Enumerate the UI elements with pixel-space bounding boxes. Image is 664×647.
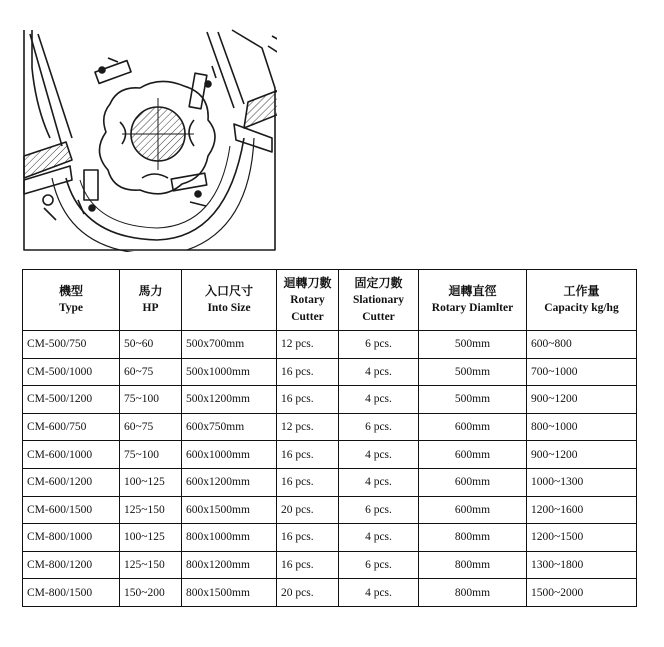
- cell-stationary: [339, 468, 419, 496]
- cell-rotary: [277, 386, 339, 414]
- column-header: [277, 270, 339, 331]
- cell-rotary: [277, 579, 339, 607]
- crusher-cross-section-drawing: [22, 28, 277, 252]
- cell-capacity: [527, 386, 637, 414]
- cell-rotary-value: 16 pcs.: [281, 448, 314, 461]
- cell-stationary: [339, 413, 419, 441]
- cell-diameter-value: 600mm: [454, 476, 491, 489]
- cell-rotary-value: 16 pcs.: [281, 393, 314, 406]
- cell-diameter-value: 500mm: [454, 365, 491, 378]
- table-header: [23, 270, 637, 331]
- cell-capacity: [527, 579, 637, 607]
- cell-size: [182, 386, 277, 414]
- cell-rotary: [277, 496, 339, 524]
- cell-diameter-value: 800mm: [454, 559, 491, 572]
- table-row: [23, 524, 637, 552]
- cell-hp-value: 75~100: [124, 448, 159, 461]
- table-row: [23, 331, 637, 359]
- cell-stationary: [339, 358, 419, 386]
- cell-size-value: 800x1200mm: [186, 559, 250, 572]
- cell-size-value: 800x1000mm: [186, 531, 250, 544]
- cell-capacity-value: 1000~1300: [531, 476, 584, 489]
- cell-capacity: [527, 551, 637, 579]
- cell-rotary: [277, 468, 339, 496]
- cell-stationary-value: 4 pcs.: [365, 531, 392, 544]
- cell-hp: [120, 331, 182, 359]
- cell-stationary: [339, 524, 419, 552]
- cell-hp-value: 100~125: [124, 531, 165, 544]
- column-header: [120, 270, 182, 331]
- cell-type: [23, 551, 120, 579]
- cell-hp: [120, 551, 182, 579]
- cell-diameter: [419, 496, 527, 524]
- cell-stationary-value: 6 pcs.: [365, 503, 392, 516]
- cell-stationary-value: 4 pcs.: [365, 476, 392, 489]
- cell-type-value: CM-800/1200: [27, 559, 93, 572]
- cell-rotary-value: 16 pcs.: [281, 476, 314, 489]
- cell-diameter: [419, 386, 527, 414]
- column-header-en: Cutter: [291, 310, 324, 323]
- cell-stationary-value: 4 pcs.: [365, 586, 392, 599]
- cell-capacity: [527, 524, 637, 552]
- cell-diameter: [419, 524, 527, 552]
- cell-capacity-value: 1300~1800: [531, 559, 584, 572]
- cell-hp: [120, 524, 182, 552]
- cell-rotary: [277, 441, 339, 469]
- cell-hp-value: 150~200: [124, 586, 165, 599]
- column-header-en: HP: [142, 302, 159, 314]
- cell-rotary-value: 20 pcs.: [281, 586, 314, 599]
- cell-hp: [120, 386, 182, 414]
- cell-size-value: 500x1000mm: [186, 365, 250, 378]
- cell-size: [182, 441, 277, 469]
- cell-capacity: [527, 413, 637, 441]
- column-header-en: Capacity kg/hg: [544, 302, 619, 314]
- cell-diameter-value: 600mm: [454, 503, 491, 516]
- cell-rotary: [277, 524, 339, 552]
- cell-size-value: 600x1200mm: [186, 476, 250, 489]
- cell-hp: [120, 358, 182, 386]
- cell-type: [23, 496, 120, 524]
- cell-type: [23, 413, 120, 441]
- cell-type-value: CM-500/1200: [27, 393, 93, 406]
- cell-hp: [120, 441, 182, 469]
- cell-hp-value: 100~125: [124, 476, 165, 489]
- cell-hp: [120, 496, 182, 524]
- cell-stationary-value: 6 pcs.: [365, 421, 392, 434]
- cell-stationary: [339, 496, 419, 524]
- cell-stationary-value: 4 pcs.: [365, 365, 392, 378]
- cell-hp-value: 125~150: [124, 503, 165, 516]
- cell-size-value: 500x1200mm: [186, 393, 250, 406]
- table-row: [23, 441, 637, 469]
- cell-size: [182, 331, 277, 359]
- cell-diameter: [419, 441, 527, 469]
- cell-diameter: [419, 413, 527, 441]
- cell-type-value: CM-600/1200: [27, 476, 93, 489]
- cell-rotary: [277, 331, 339, 359]
- cell-hp: [120, 413, 182, 441]
- column-header-en: Into Size: [207, 302, 251, 314]
- cell-capacity: [527, 358, 637, 386]
- table-row: [23, 358, 637, 386]
- cell-capacity-value: 1500~2000: [531, 586, 584, 599]
- cell-capacity: [527, 331, 637, 359]
- cell-capacity: [527, 441, 637, 469]
- cell-rotary: [277, 551, 339, 579]
- cell-rotary-value: 16 pcs.: [281, 365, 314, 378]
- cell-hp: [120, 579, 182, 607]
- cell-type: [23, 468, 120, 496]
- column-header-zh: 工作量: [563, 284, 600, 298]
- cell-capacity-value: 900~1200: [531, 448, 578, 461]
- cell-diameter-value: 800mm: [454, 586, 491, 599]
- column-header-zh: 迴轉直徑: [448, 284, 497, 298]
- cell-diameter-value: 600mm: [454, 448, 491, 461]
- cell-size: [182, 413, 277, 441]
- cell-stationary: [339, 579, 419, 607]
- cell-stationary: [339, 386, 419, 414]
- table-body: [23, 331, 637, 607]
- cell-size: [182, 579, 277, 607]
- cell-size-value: 600x1500mm: [186, 503, 250, 516]
- cell-stationary-value: 6 pcs.: [365, 338, 392, 351]
- column-header: [527, 270, 637, 331]
- cell-hp-value: 125~150: [124, 559, 165, 572]
- cell-type-value: CM-600/1500: [27, 503, 93, 516]
- column-header-en: Type: [58, 302, 84, 314]
- cell-type: [23, 386, 120, 414]
- table-row: [23, 386, 637, 414]
- column-header-zh: 迴轉刀數: [283, 275, 332, 290]
- cell-diameter-value: 800mm: [454, 531, 491, 544]
- cell-diameter: [419, 579, 527, 607]
- cell-type-value: CM-800/1500: [27, 586, 93, 599]
- cell-capacity-value: 700~1000: [531, 365, 578, 378]
- cell-stationary: [339, 551, 419, 579]
- cell-hp-value: 60~75: [124, 421, 154, 434]
- column-header-zh: 固定刀數: [354, 275, 403, 290]
- cell-stationary: [339, 441, 419, 469]
- cell-type-value: CM-600/1000: [27, 448, 93, 461]
- cell-rotary-value: 16 pcs.: [281, 531, 314, 544]
- cell-type-value: CM-600/750: [27, 421, 87, 434]
- cell-hp-value: 50~60: [124, 338, 154, 351]
- cell-capacity-value: 800~1000: [531, 421, 578, 434]
- cell-capacity-value: 1200~1500: [531, 531, 584, 544]
- table-row: [23, 413, 637, 441]
- column-header-en: Cutter: [362, 310, 395, 323]
- column-header: [339, 270, 419, 331]
- column-header: [182, 270, 277, 331]
- cell-size: [182, 496, 277, 524]
- cell-size: [182, 358, 277, 386]
- cell-hp-value: 60~75: [124, 365, 154, 378]
- column-header-zh: 機型: [58, 284, 83, 298]
- column-header-zh: 馬力: [138, 284, 163, 298]
- cell-rotary-value: 16 pcs.: [281, 559, 314, 572]
- cell-size-value: 800x1500mm: [186, 586, 250, 599]
- table-row: [23, 468, 637, 496]
- cell-size: [182, 524, 277, 552]
- cell-capacity-value: 1200~1600: [531, 503, 584, 516]
- cell-diameter-value: 600mm: [454, 421, 491, 434]
- cell-stationary: [339, 331, 419, 359]
- cell-capacity-value: 900~1200: [531, 393, 578, 406]
- cell-diameter: [419, 358, 527, 386]
- specification-table: [22, 269, 637, 607]
- cell-size: [182, 468, 277, 496]
- cell-type: [23, 524, 120, 552]
- cell-diameter: [419, 331, 527, 359]
- column-header: [23, 270, 120, 331]
- column-header-zh: 入口尺寸: [204, 284, 253, 298]
- cell-rotary-value: 12 pcs.: [281, 338, 314, 351]
- cell-stationary-value: 4 pcs.: [365, 448, 392, 461]
- cell-hp-value: 75~100: [124, 393, 159, 406]
- cell-diameter-value: 500mm: [454, 338, 491, 351]
- cell-rotary: [277, 413, 339, 441]
- cell-rotary-value: 12 pcs.: [281, 421, 314, 434]
- cell-size-value: 600x1000mm: [186, 448, 250, 461]
- cell-type-value: CM-500/1000: [27, 365, 93, 378]
- cell-diameter: [419, 468, 527, 496]
- cell-size: [182, 551, 277, 579]
- header-row: [23, 270, 637, 331]
- column-header-en: Rotary: [290, 293, 325, 306]
- cell-size-value: 500x700mm: [186, 338, 245, 351]
- cell-capacity-value: 600~800: [531, 338, 572, 351]
- cell-type-value: CM-800/1000: [27, 531, 93, 544]
- cell-rotary: [277, 358, 339, 386]
- column-header: [419, 270, 527, 331]
- column-header-en: Slationary: [352, 293, 405, 306]
- cell-diameter-value: 500mm: [454, 393, 491, 406]
- table-row: [23, 496, 637, 524]
- cell-stationary-value: 4 pcs.: [365, 393, 392, 406]
- cell-type-value: CM-500/750: [27, 338, 87, 351]
- cell-diameter: [419, 551, 527, 579]
- cell-type: [23, 441, 120, 469]
- column-header-en: Rotary Diamlter: [431, 302, 514, 314]
- cell-capacity: [527, 496, 637, 524]
- cell-size-value: 600x750mm: [186, 421, 245, 434]
- cell-type: [23, 579, 120, 607]
- cell-hp: [120, 468, 182, 496]
- cell-rotary-value: 20 pcs.: [281, 503, 314, 516]
- cell-type: [23, 358, 120, 386]
- table-row: [23, 579, 637, 607]
- cell-capacity: [527, 468, 637, 496]
- cell-stationary-value: 6 pcs.: [365, 559, 392, 572]
- cell-type: [23, 331, 120, 359]
- table-row: [23, 551, 637, 579]
